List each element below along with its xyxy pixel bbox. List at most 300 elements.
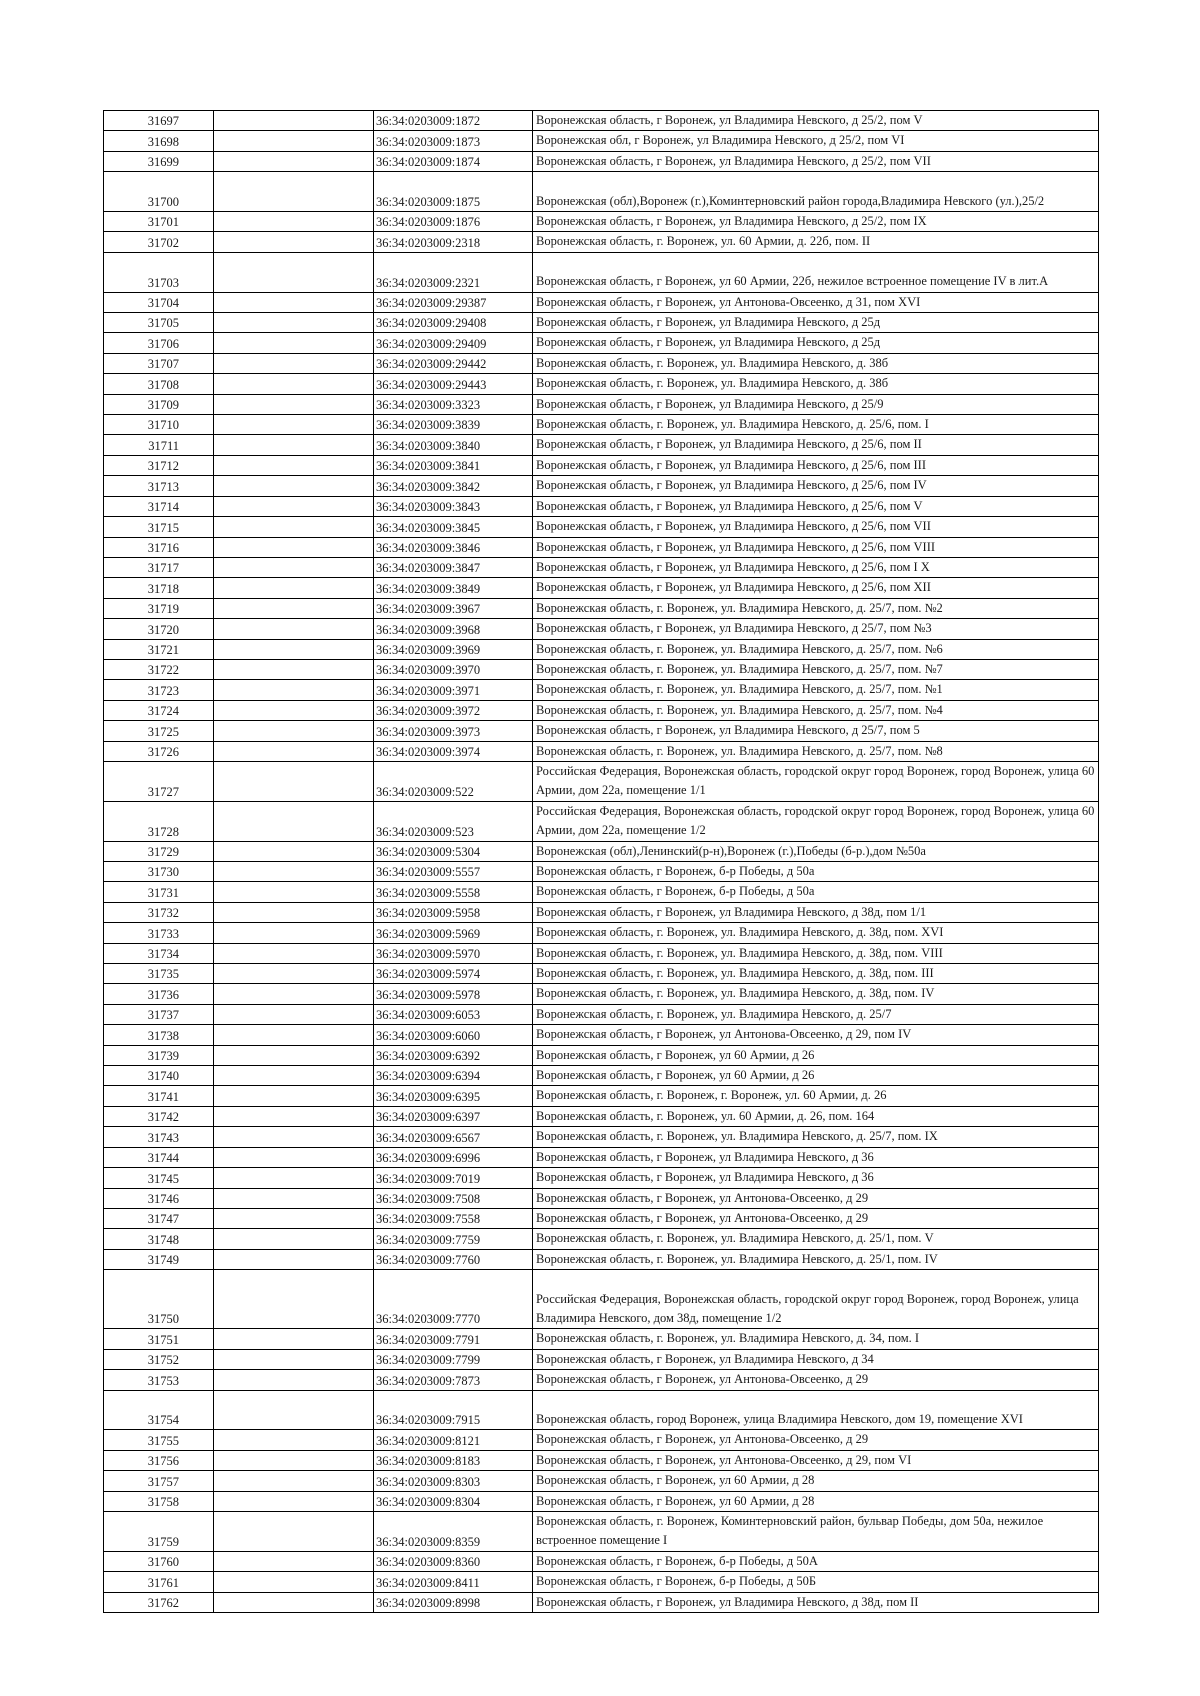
empty-cell — [214, 111, 374, 131]
address-cell: Воронежская область, г Воронеж, ул Владимира Невского, д 25/6, пом II — [533, 435, 1099, 455]
cadastral-number-cell: 36:34:0203009:1875 — [374, 172, 533, 212]
address-cell: Воронежская область, г. Воронеж, ул. Владимира Невского, д. 25/7, пом. №1 — [533, 680, 1099, 700]
table-row — [104, 841, 1099, 861]
table-row — [104, 1249, 1099, 1269]
cadastral-number-cell: 36:34:0203009:2321 — [374, 252, 533, 292]
table-body — [104, 111, 1099, 1613]
row-number-cell: 31731 — [104, 882, 214, 902]
empty-cell — [214, 923, 374, 943]
cadastral-number-cell: 36:34:0203009:6392 — [374, 1045, 533, 1065]
row-number-cell: 31727 — [104, 761, 214, 801]
table-row — [104, 1025, 1099, 1045]
row-number-cell: 31698 — [104, 131, 214, 151]
cadastral-number-cell: 36:34:0203009:7760 — [374, 1249, 533, 1269]
address-cell: Воронежская область, г. Воронеж, ул. Владимира Невского, д. 25/1, пом. V — [533, 1229, 1099, 1249]
empty-cell — [214, 1004, 374, 1024]
cadastral-number-cell: 36:34:0203009:1874 — [374, 151, 533, 171]
cadastral-number-cell: 36:34:0203009:5558 — [374, 882, 533, 902]
cadastral-number-cell: 36:34:0203009:3841 — [374, 455, 533, 475]
address-cell: Воронежская область, г. Воронеж, ул. Владимира Невского, д. 38д, пом. IV — [533, 984, 1099, 1004]
table-row — [104, 964, 1099, 984]
row-number-cell: 31757 — [104, 1471, 214, 1491]
row-number-cell: 31705 — [104, 313, 214, 333]
address-cell: Воронежская область, г. Воронеж, ул. 60 Армии, д. 26, пом. 164 — [533, 1106, 1099, 1126]
row-number-cell: 31746 — [104, 1188, 214, 1208]
cadastral-number-cell: 36:34:0203009:5958 — [374, 902, 533, 922]
address-cell: Воронежская область, г. Воронеж, ул. Владимира Невского, д. 25/7, пом. №4 — [533, 700, 1099, 720]
row-number-cell: 31751 — [104, 1329, 214, 1349]
cadastral-number-cell: 36:34:0203009:3971 — [374, 680, 533, 700]
row-number-cell: 31755 — [104, 1430, 214, 1450]
cadastral-number-cell: 36:34:0203009:2318 — [374, 232, 533, 252]
empty-cell — [214, 1066, 374, 1086]
row-number-cell: 31709 — [104, 394, 214, 414]
cadastral-number-cell: 36:34:0203009:29387 — [374, 292, 533, 312]
table-row — [104, 882, 1099, 902]
cadastral-number-cell: 36:34:0203009:3967 — [374, 598, 533, 618]
row-number-cell: 31756 — [104, 1450, 214, 1470]
table-row — [104, 1430, 1099, 1450]
address-cell: Воронежская область, г Воронеж, ул Владимира Невского, д 25/6, пом V — [533, 496, 1099, 516]
table-row — [104, 1106, 1099, 1126]
empty-cell — [214, 1106, 374, 1126]
cadastral-number-cell: 36:34:0203009:8360 — [374, 1551, 533, 1571]
empty-cell — [214, 1249, 374, 1269]
empty-cell — [214, 741, 374, 761]
address-cell: Воронежская область, г Воронеж, ул Владимира Невского, д 25/7, пом №3 — [533, 619, 1099, 639]
address-cell: Воронежская область, г Воронеж, ул Антонова-Овсеенко, д 31, пом XVI — [533, 292, 1099, 312]
address-cell: Воронежская область, г Воронеж, ул Владимира Невского, д 25/6, пом VII — [533, 517, 1099, 537]
table-row — [104, 984, 1099, 1004]
address-cell: Воронежская область, г Воронеж, ул Антонова-Овсеенко, д 29 — [533, 1370, 1099, 1390]
empty-cell — [214, 1025, 374, 1045]
empty-cell — [214, 172, 374, 212]
row-number-cell: 31732 — [104, 902, 214, 922]
row-number-cell: 31753 — [104, 1370, 214, 1390]
address-cell: Воронежская область, г. Воронеж, Коминтерновский район, бульвар Победы, дом 50а, нежилое встроенное помещение I — [533, 1511, 1099, 1551]
row-number-cell: 31740 — [104, 1066, 214, 1086]
address-cell: Воронежская область, г Воронеж, ул Владимира Невского, д 25/6, пом XII — [533, 578, 1099, 598]
cadastral-number-cell: 36:34:0203009:29408 — [374, 313, 533, 333]
empty-cell — [214, 252, 374, 292]
table-row — [104, 1450, 1099, 1470]
empty-cell — [214, 700, 374, 720]
table-row — [104, 1329, 1099, 1349]
empty-cell — [214, 1471, 374, 1491]
empty-cell — [214, 882, 374, 902]
row-number-cell: 31699 — [104, 151, 214, 171]
address-cell: Воронежская область, г Воронеж, ул 60 Армии, д 26 — [533, 1045, 1099, 1065]
empty-cell — [214, 374, 374, 394]
cadastral-number-cell: 36:34:0203009:3843 — [374, 496, 533, 516]
empty-cell — [214, 639, 374, 659]
row-number-cell: 31722 — [104, 659, 214, 679]
row-number-cell: 31724 — [104, 700, 214, 720]
row-number-cell: 31738 — [104, 1025, 214, 1045]
table-row — [104, 1551, 1099, 1571]
table-row — [104, 943, 1099, 963]
table-row — [104, 455, 1099, 475]
empty-cell — [214, 1430, 374, 1450]
address-cell: Воронежская область, г Воронеж, ул Владимира Невского, д 38д, пом 1/1 — [533, 902, 1099, 922]
empty-cell — [214, 1329, 374, 1349]
empty-cell — [214, 313, 374, 333]
table-row — [104, 598, 1099, 618]
table-row — [104, 1349, 1099, 1369]
table-row — [104, 659, 1099, 679]
cadastral-number-cell: 36:34:0203009:8183 — [374, 1450, 533, 1470]
table-row — [104, 1390, 1099, 1430]
address-cell: Воронежская область, г Воронеж, ул Владимира Невского, д 25/6, пом IV — [533, 476, 1099, 496]
row-number-cell: 31702 — [104, 232, 214, 252]
cadastral-number-cell: 36:34:0203009:8411 — [374, 1572, 533, 1592]
cadastral-number-cell: 36:34:0203009:3973 — [374, 721, 533, 741]
row-number-cell: 31760 — [104, 1551, 214, 1571]
table-row — [104, 212, 1099, 232]
cadastral-number-cell: 36:34:0203009:5557 — [374, 862, 533, 882]
cadastral-number-cell: 36:34:0203009:1872 — [374, 111, 533, 131]
row-number-cell: 31714 — [104, 496, 214, 516]
table-row — [104, 1592, 1099, 1612]
cadastral-number-cell: 36:34:0203009:3972 — [374, 700, 533, 720]
empty-cell — [214, 1208, 374, 1228]
empty-cell — [214, 537, 374, 557]
table-row — [104, 801, 1099, 841]
address-cell: Воронежская область, г Воронеж, ул Владимира Невского, д 36 — [533, 1147, 1099, 1167]
table-row — [104, 537, 1099, 557]
row-number-cell: 31733 — [104, 923, 214, 943]
empty-cell — [214, 131, 374, 151]
cadastral-number-cell: 36:34:0203009:8121 — [374, 1430, 533, 1450]
row-number-cell: 31721 — [104, 639, 214, 659]
row-number-cell: 31711 — [104, 435, 214, 455]
empty-cell — [214, 1188, 374, 1208]
row-number-cell: 31762 — [104, 1592, 214, 1612]
table-row — [104, 1471, 1099, 1491]
row-number-cell: 31704 — [104, 292, 214, 312]
address-cell: Воронежская область, г Воронеж, ул Владимира Невского, д 25д — [533, 333, 1099, 353]
cadastral-number-cell: 36:34:0203009:8359 — [374, 1511, 533, 1551]
address-cell: Воронежская область, г. Воронеж, ул. Владимира Невского, д. 25/7, пом. №6 — [533, 639, 1099, 659]
row-number-cell: 31713 — [104, 476, 214, 496]
row-number-cell: 31759 — [104, 1511, 214, 1551]
empty-cell — [214, 1592, 374, 1612]
empty-cell — [214, 435, 374, 455]
table-row — [104, 476, 1099, 496]
empty-cell — [214, 1086, 374, 1106]
table-row — [104, 1168, 1099, 1188]
address-cell: Воронежская область, г. Воронеж, ул. Владимира Невского, д. 25/7, пом. №7 — [533, 659, 1099, 679]
table-row — [104, 1188, 1099, 1208]
row-number-cell: 31723 — [104, 680, 214, 700]
address-cell: Воронежская область, г Воронеж, ул Владимира Невского, д 25/2, пом IX — [533, 212, 1099, 232]
empty-cell — [214, 557, 374, 577]
cadastral-number-cell: 36:34:0203009:7558 — [374, 1208, 533, 1228]
cadastral-number-cell: 36:34:0203009:3970 — [374, 659, 533, 679]
row-number-cell: 31761 — [104, 1572, 214, 1592]
empty-cell — [214, 1511, 374, 1551]
table-row — [104, 1127, 1099, 1147]
table-row — [104, 374, 1099, 394]
row-number-cell: 31700 — [104, 172, 214, 212]
empty-cell — [214, 1147, 374, 1167]
cadastral-number-cell: 36:34:0203009:5969 — [374, 923, 533, 943]
cadastral-number-cell: 36:34:0203009:8998 — [374, 1592, 533, 1612]
table-row — [104, 902, 1099, 922]
empty-cell — [214, 862, 374, 882]
table-row — [104, 680, 1099, 700]
row-number-cell: 31701 — [104, 212, 214, 232]
table-row — [104, 333, 1099, 353]
cadastral-number-cell: 36:34:0203009:29442 — [374, 353, 533, 373]
address-cell: Воронежская область, г. Воронеж, ул. Владимира Невского, д. 38д, пом. VIII — [533, 943, 1099, 963]
address-cell: Воронежская область, г Воронеж, ул 60 Армии, д 28 — [533, 1471, 1099, 1491]
cadastral-number-cell: 36:34:0203009:6060 — [374, 1025, 533, 1045]
empty-cell — [214, 1168, 374, 1188]
cadastral-number-cell: 36:34:0203009:8304 — [374, 1491, 533, 1511]
table-row — [104, 1511, 1099, 1551]
cadastral-table — [103, 110, 1099, 1613]
row-number-cell: 31728 — [104, 801, 214, 841]
empty-cell — [214, 801, 374, 841]
address-cell: Воронежская область, г Воронеж, ул Владимира Невского, д 25/9 — [533, 394, 1099, 414]
address-cell: Российская Федерация, Воронежская область, городской округ город Воронеж, город Воронеж, улица 60 Армии, дом 22а, помещение 1/2 — [533, 801, 1099, 841]
empty-cell — [214, 721, 374, 741]
address-cell: Воронежская область, г. Воронеж, г. Воронеж, ул. 60 Армии, д. 26 — [533, 1086, 1099, 1106]
cadastral-number-cell: 36:34:0203009:5970 — [374, 943, 533, 963]
empty-cell — [214, 1390, 374, 1430]
empty-cell — [214, 394, 374, 414]
table-row — [104, 1147, 1099, 1167]
row-number-cell: 31703 — [104, 252, 214, 292]
empty-cell — [214, 619, 374, 639]
table-row — [104, 557, 1099, 577]
row-number-cell: 31737 — [104, 1004, 214, 1024]
row-number-cell: 31729 — [104, 841, 214, 861]
row-number-cell: 31707 — [104, 353, 214, 373]
cadastral-number-cell: 36:34:0203009:7759 — [374, 1229, 533, 1249]
cadastral-number-cell: 36:34:0203009:3839 — [374, 415, 533, 435]
row-number-cell: 31708 — [104, 374, 214, 394]
cadastral-number-cell: 36:34:0203009:7508 — [374, 1188, 533, 1208]
address-cell: Воронежская область, г. Воронеж, ул. Владимира Невского, д. 25/1, пом. IV — [533, 1249, 1099, 1269]
address-cell: Воронежская область, г Воронеж, б-р Победы, д 50Б — [533, 1572, 1099, 1592]
empty-cell — [214, 415, 374, 435]
cadastral-number-cell: 36:34:0203009:5974 — [374, 964, 533, 984]
cadastral-number-cell: 36:34:0203009:3845 — [374, 517, 533, 537]
address-cell: Воронежская область, г Воронеж, ул Владимира Невского, д 25/2, пом V — [533, 111, 1099, 131]
address-cell: Воронежская область, г Воронеж, ул 60 Армии, д 26 — [533, 1066, 1099, 1086]
row-number-cell: 31742 — [104, 1106, 214, 1126]
empty-cell — [214, 1551, 374, 1571]
row-number-cell: 31730 — [104, 862, 214, 882]
table-row — [104, 1045, 1099, 1065]
row-number-cell: 31710 — [104, 415, 214, 435]
row-number-cell: 31741 — [104, 1086, 214, 1106]
empty-cell — [214, 476, 374, 496]
address-cell: Воронежская область, г Воронеж, ул 60 Армии, д 28 — [533, 1491, 1099, 1511]
address-cell: Воронежская область, г. Воронеж, ул. Владимира Невского, д. 34, пом. I — [533, 1329, 1099, 1349]
address-cell: Воронежская область, г Воронеж, ул Владимира Невского, д 25д — [533, 313, 1099, 333]
table-row — [104, 353, 1099, 373]
cadastral-number-cell: 36:34:0203009:8303 — [374, 1471, 533, 1491]
address-cell: Воронежская область, г. Воронеж, ул. Владимира Невского, д. 25/7, пом. №2 — [533, 598, 1099, 618]
row-number-cell: 31717 — [104, 557, 214, 577]
table-row — [104, 1572, 1099, 1592]
empty-cell — [214, 902, 374, 922]
table-row — [104, 517, 1099, 537]
cadastral-number-cell: 36:34:0203009:3846 — [374, 537, 533, 557]
cadastral-number-cell: 36:34:0203009:3842 — [374, 476, 533, 496]
empty-cell — [214, 1045, 374, 1065]
address-cell: Воронежская область, г Воронеж, ул Владимира Невского, д 25/6, пом III — [533, 455, 1099, 475]
empty-cell — [214, 1491, 374, 1511]
row-number-cell: 31735 — [104, 964, 214, 984]
address-cell: Воронежская (обл),Воронеж (г.),Коминтерновский район города,Владимира Невского (ул.),25/2 — [533, 172, 1099, 212]
address-cell: Воронежская область, г. Воронеж, ул. Владимира Невского, д. 38д, пом. XVI — [533, 923, 1099, 943]
table-row — [104, 700, 1099, 720]
row-number-cell: 31706 — [104, 333, 214, 353]
empty-cell — [214, 1370, 374, 1390]
row-number-cell: 31726 — [104, 741, 214, 761]
empty-cell — [214, 212, 374, 232]
cadastral-number-cell: 36:34:0203009:3968 — [374, 619, 533, 639]
cadastral-number-cell: 36:34:0203009:5978 — [374, 984, 533, 1004]
cadastral-number-cell: 36:34:0203009:523 — [374, 801, 533, 841]
table-row — [104, 619, 1099, 639]
empty-cell — [214, 761, 374, 801]
table-row — [104, 313, 1099, 333]
row-number-cell: 31749 — [104, 1249, 214, 1269]
address-cell: Воронежская область, г. Воронеж, ул. Владимира Невского, д. 25/7 — [533, 1004, 1099, 1024]
cadastral-number-cell: 36:34:0203009:7791 — [374, 1329, 533, 1349]
table-row — [104, 292, 1099, 312]
row-number-cell: 31754 — [104, 1390, 214, 1430]
row-number-cell: 31715 — [104, 517, 214, 537]
address-cell: Воронежская область, г Воронеж, ул Антонова-Овсеенко, д 29, пом VI — [533, 1450, 1099, 1470]
row-number-cell: 31697 — [104, 111, 214, 131]
table-row — [104, 1370, 1099, 1390]
cadastral-number-cell: 36:34:0203009:3974 — [374, 741, 533, 761]
row-number-cell: 31720 — [104, 619, 214, 639]
row-number-cell: 31739 — [104, 1045, 214, 1065]
address-cell: Воронежская область, г Воронеж, ул Владимира Невского, д 34 — [533, 1349, 1099, 1369]
empty-cell — [214, 496, 374, 516]
address-cell: Воронежская область, г. Воронеж, ул. Владимира Невского, д. 38д, пом. III — [533, 964, 1099, 984]
empty-cell — [214, 292, 374, 312]
empty-cell — [214, 333, 374, 353]
row-number-cell: 31750 — [104, 1270, 214, 1329]
row-number-cell: 31736 — [104, 984, 214, 1004]
table-row — [104, 1270, 1099, 1329]
address-cell: Воронежская область, г. Воронеж, ул. Владимира Невского, д. 25/7, пом. №8 — [533, 741, 1099, 761]
empty-cell — [214, 1127, 374, 1147]
address-cell: Воронежская область, г Воронеж, б-р Победы, д 50а — [533, 862, 1099, 882]
row-number-cell: 31745 — [104, 1168, 214, 1188]
address-cell: Воронежская область, г. Воронеж, ул. Владимира Невского, д. 25/7, пом. IX — [533, 1127, 1099, 1147]
address-cell: Воронежская область, г. Воронеж, ул. Владимира Невского, д. 38б — [533, 374, 1099, 394]
address-cell: Воронежская область, город Воронеж, улица Владимира Невского, дом 19, помещение XVI — [533, 1390, 1099, 1430]
cadastral-number-cell: 36:34:0203009:7770 — [374, 1270, 533, 1329]
table-row — [104, 639, 1099, 659]
cadastral-number-cell: 36:34:0203009:1876 — [374, 212, 533, 232]
table-row — [104, 1086, 1099, 1106]
table-row — [104, 172, 1099, 212]
table-row — [104, 1229, 1099, 1249]
table-row — [104, 435, 1099, 455]
cadastral-number-cell: 36:34:0203009:6996 — [374, 1147, 533, 1167]
row-number-cell: 31748 — [104, 1229, 214, 1249]
empty-cell — [214, 578, 374, 598]
cadastral-number-cell: 36:34:0203009:29409 — [374, 333, 533, 353]
address-cell: Воронежская область, г. Воронеж, ул. Владимира Невского, д. 38б — [533, 353, 1099, 373]
address-cell: Воронежская область, г Воронеж, ул Владимира Невского, д 25/2, пом VII — [533, 151, 1099, 171]
row-number-cell: 31725 — [104, 721, 214, 741]
table-row — [104, 923, 1099, 943]
cadastral-number-cell: 36:34:0203009:3323 — [374, 394, 533, 414]
cadastral-number-cell: 36:34:0203009:7019 — [374, 1168, 533, 1188]
row-number-cell: 31716 — [104, 537, 214, 557]
table-row — [104, 1208, 1099, 1228]
table-row — [104, 496, 1099, 516]
cadastral-number-cell: 36:34:0203009:522 — [374, 761, 533, 801]
empty-cell — [214, 151, 374, 171]
table-row — [104, 862, 1099, 882]
cadastral-number-cell: 36:34:0203009:1873 — [374, 131, 533, 151]
table-row — [104, 1491, 1099, 1511]
table-row — [104, 1066, 1099, 1086]
empty-cell — [214, 1229, 374, 1249]
empty-cell — [214, 943, 374, 963]
empty-cell — [214, 232, 374, 252]
cadastral-number-cell: 36:34:0203009:7799 — [374, 1349, 533, 1369]
cadastral-number-cell: 36:34:0203009:6397 — [374, 1106, 533, 1126]
cadastral-number-cell: 36:34:0203009:29443 — [374, 374, 533, 394]
cadastral-number-cell: 36:34:0203009:6567 — [374, 1127, 533, 1147]
table-row — [104, 252, 1099, 292]
row-number-cell: 31752 — [104, 1349, 214, 1369]
empty-cell — [214, 598, 374, 618]
cadastral-number-cell: 36:34:0203009:3969 — [374, 639, 533, 659]
row-number-cell: 31712 — [104, 455, 214, 475]
table-row — [104, 578, 1099, 598]
cadastral-number-cell: 36:34:0203009:3849 — [374, 578, 533, 598]
address-cell: Российская Федерация, Воронежская область, городской округ город Воронеж, город Воронеж, улица Владимира Невского, дом 38д, помещение 1/2 — [533, 1270, 1099, 1329]
table-row — [104, 131, 1099, 151]
address-cell: Воронежская область, г Воронеж, ул Антонова-Овсеенко, д 29 — [533, 1188, 1099, 1208]
empty-cell — [214, 659, 374, 679]
empty-cell — [214, 1270, 374, 1329]
empty-cell — [214, 680, 374, 700]
cadastral-number-cell: 36:34:0203009:3840 — [374, 435, 533, 455]
empty-cell — [214, 841, 374, 861]
table-row — [104, 111, 1099, 131]
row-number-cell: 31747 — [104, 1208, 214, 1228]
table-row — [104, 394, 1099, 414]
table-row — [104, 415, 1099, 435]
empty-cell — [214, 1572, 374, 1592]
row-number-cell: 31719 — [104, 598, 214, 618]
cadastral-number-cell: 36:34:0203009:5304 — [374, 841, 533, 861]
table-row — [104, 721, 1099, 741]
empty-cell — [214, 964, 374, 984]
cadastral-number-cell: 36:34:0203009:7873 — [374, 1370, 533, 1390]
address-cell: Воронежская область, г Воронеж, б-р Победы, д 50А — [533, 1551, 1099, 1571]
row-number-cell: 31758 — [104, 1491, 214, 1511]
address-cell: Воронежская область, г Воронеж, ул Антонова-Овсеенко, д 29 — [533, 1430, 1099, 1450]
table-row — [104, 741, 1099, 761]
row-number-cell: 31718 — [104, 578, 214, 598]
